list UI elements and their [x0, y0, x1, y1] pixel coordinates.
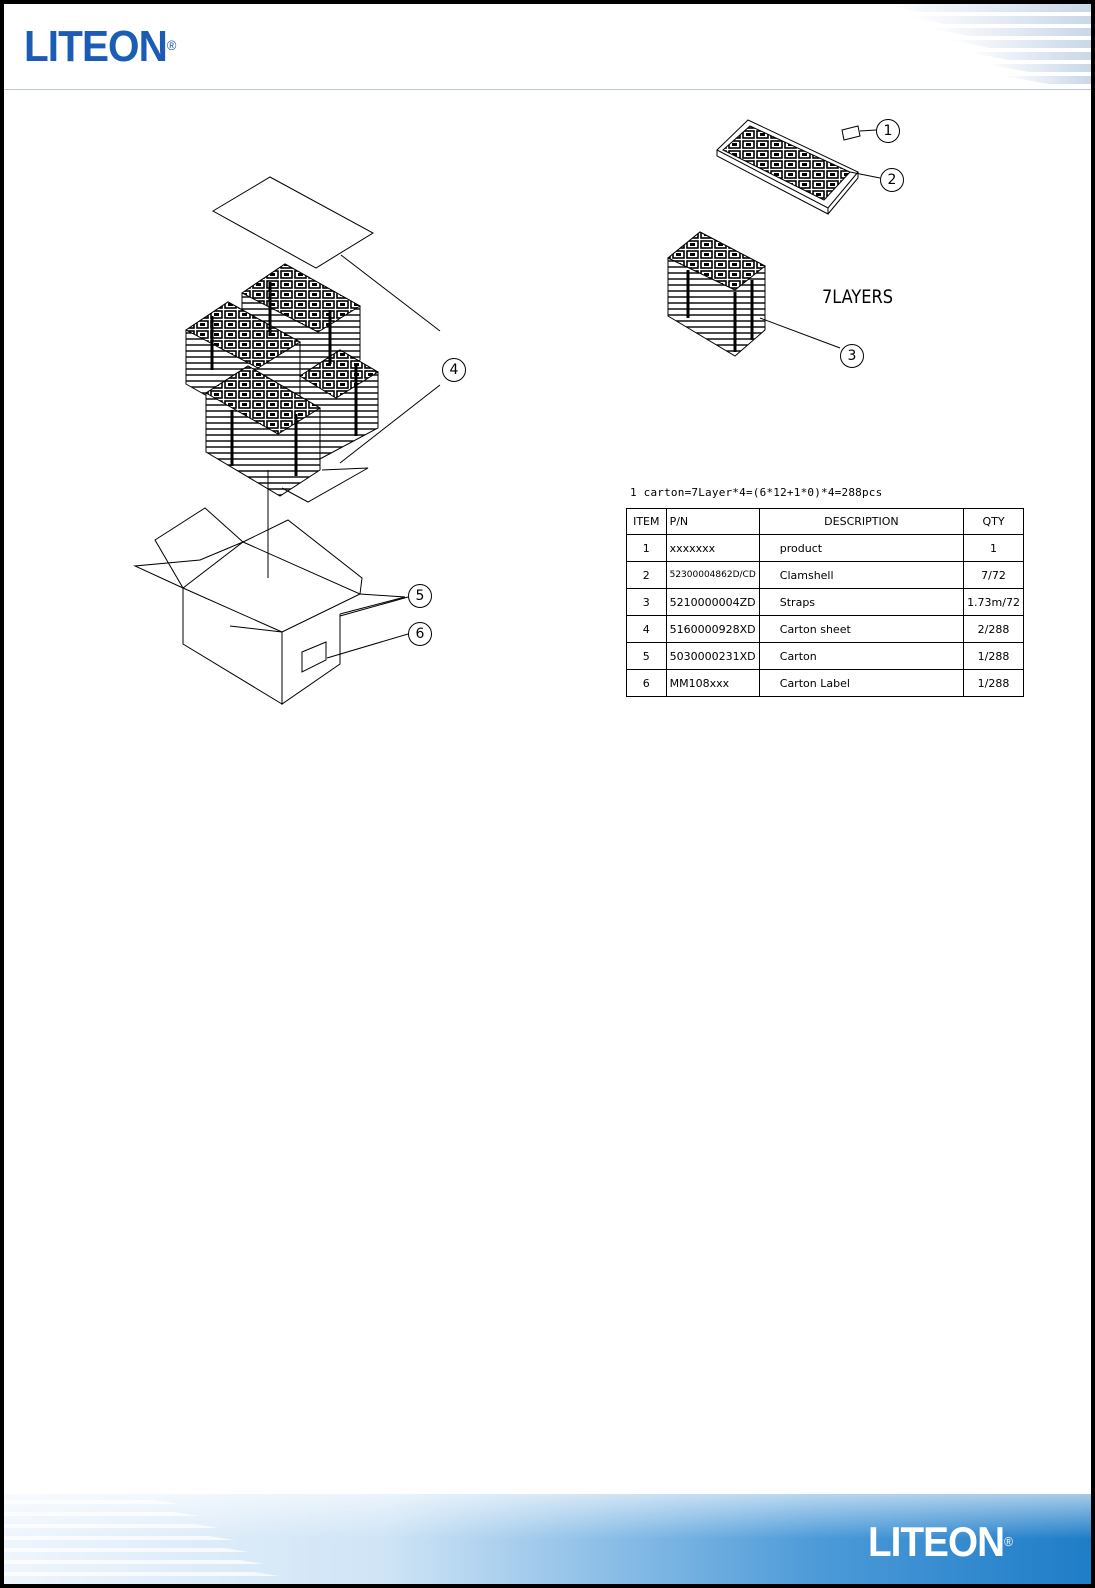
callout-1: 1	[876, 119, 900, 143]
layers-label: 7LAYERS	[822, 286, 893, 308]
cell-item: 2	[627, 562, 667, 589]
carton-formula: 1 carton=7Layer*4=(6*12+1*0)*4=288pcs	[630, 486, 883, 499]
liteon-logo-top: LITEON®	[24, 22, 176, 71]
cell-item: 3	[627, 589, 667, 616]
cell-pn: 52300004862D/CD	[666, 562, 759, 589]
callout-3: 3	[840, 344, 864, 368]
callout-5: 5	[408, 584, 432, 608]
cell-description: Clamshell	[759, 562, 963, 589]
cell-pn: 5210000004ZD	[666, 589, 759, 616]
table-row	[627, 643, 1024, 670]
cell-qty: 1.73m/72	[964, 589, 1024, 616]
cell-item: 6	[627, 670, 667, 697]
clamshell-stacks	[186, 264, 378, 496]
seven-layer-stack	[668, 232, 840, 356]
cell-description: Carton Label	[759, 670, 963, 697]
callout-4: 4	[442, 358, 466, 382]
header-pn: P/N	[666, 509, 759, 535]
callout-2: 2	[880, 168, 904, 192]
cell-description: Straps	[759, 589, 963, 616]
table-row	[627, 562, 1024, 589]
liteon-logo-bottom: LITEON®	[868, 1518, 1013, 1565]
cell-qty: 1/288	[964, 643, 1024, 670]
table-row	[627, 589, 1024, 616]
table-header-row	[627, 509, 1024, 535]
header-description: DESCRIPTION	[759, 509, 963, 535]
cell-qty: 2/288	[964, 616, 1024, 643]
table-row	[627, 670, 1024, 697]
cell-description: product	[759, 535, 963, 562]
cell-qty: 1	[964, 535, 1024, 562]
cell-description: Carton	[759, 643, 963, 670]
cell-pn: 5160000928XD	[666, 616, 759, 643]
header-qty: QTY	[964, 509, 1024, 535]
cell-pn: MM108xxx	[666, 670, 759, 697]
table-row	[627, 616, 1024, 643]
cell-pn: xxxxxxx	[666, 535, 759, 562]
callout-6: 6	[408, 622, 432, 646]
clamshell-tray	[717, 120, 880, 214]
cell-item: 5	[627, 643, 667, 670]
cell-qty: 1/288	[964, 670, 1024, 697]
cell-pn: 5030000231XD	[666, 643, 759, 670]
header-item: ITEM	[627, 509, 667, 535]
cell-item: 4	[627, 616, 667, 643]
table-row	[627, 535, 1024, 562]
carton-box	[135, 508, 408, 704]
cell-description: Carton sheet	[759, 616, 963, 643]
cell-item: 1	[627, 535, 667, 562]
cell-qty: 7/72	[964, 562, 1024, 589]
bill-of-materials-table	[626, 508, 1024, 697]
